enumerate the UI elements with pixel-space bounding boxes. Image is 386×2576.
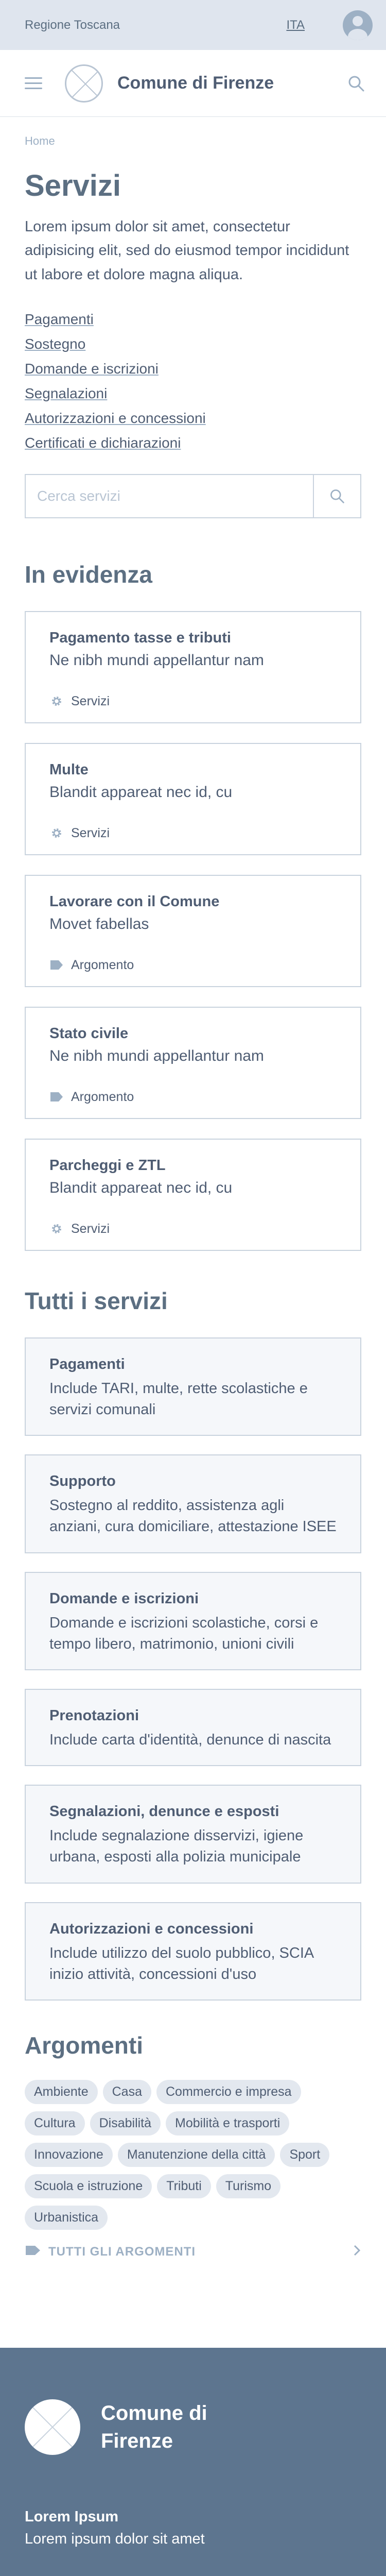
- footer-logo-icon: [25, 2399, 80, 2455]
- search-icon[interactable]: [347, 74, 365, 93]
- gear-icon: [49, 826, 64, 840]
- chevron-right-icon: [353, 2244, 361, 2260]
- avatar-body: [348, 29, 367, 40]
- evidenza-cards: [0, 588, 386, 1251]
- card-category[interactable]: [49, 958, 337, 973]
- topic-chip[interactable]: Urbanistica: [25, 2206, 108, 2230]
- tag-icon: [49, 958, 64, 972]
- footer-site-name: Comune di Firenze: [101, 2401, 207, 2452]
- evidenza-section: [0, 561, 386, 1251]
- card-title[interactable]: Parcheggi e ZTL: [49, 1157, 166, 1174]
- topic-chip[interactable]: Disabilità: [90, 2111, 161, 2136]
- tag-icon: [25, 2245, 41, 2260]
- evidenza-title: In evidenza: [25, 561, 152, 588]
- service-card[interactable]: [25, 1689, 361, 1766]
- topic-chip[interactable]: Scuola e istruzione: [25, 2174, 152, 2198]
- quick-link-segnalazioni[interactable]: Segnalazioni: [25, 385, 108, 401]
- site-title[interactable]: Comune di Firenze: [117, 73, 274, 93]
- card-title[interactable]: Multe: [49, 761, 89, 778]
- gear-icon: [49, 694, 64, 708]
- tutti-servizi-section: [0, 1287, 386, 2001]
- breadcrumb: [0, 117, 386, 148]
- topic-chip[interactable]: Turismo: [216, 2174, 280, 2198]
- service-text: Domande e iscrizioni scolastiche, corsi e tempo libero, matrimonio, unioni civili: [49, 1614, 319, 1652]
- service-card[interactable]: [25, 1572, 361, 1670]
- card-title[interactable]: Stato civile: [49, 1025, 129, 1042]
- evidenza-card[interactable]: [25, 875, 361, 987]
- service-text: Include segnalazione disservizi, igiene urbana, esposti alla polizia municipale: [49, 1827, 304, 1866]
- topic-chip[interactable]: Ambiente: [25, 2080, 98, 2104]
- service-title[interactable]: Supporto: [49, 1473, 116, 1490]
- service-text: Sostegno al reddito, assistenza agli anziani, cura domiciliare, attestazione ISEE: [49, 1497, 337, 1535]
- logo-icon[interactable]: [65, 64, 103, 103]
- footer-block-text: Lorem ipsum dolor sit amet: [25, 2530, 205, 2547]
- service-title[interactable]: Pagamenti: [49, 1355, 125, 1372]
- card-category[interactable]: [49, 1090, 337, 1105]
- menu-icon[interactable]: [25, 77, 42, 89]
- quick-link-certificati[interactable]: Certificati e dichiarazioni: [25, 434, 181, 451]
- service-title[interactable]: Prenotazioni: [49, 1707, 139, 1724]
- topic-chips: [0, 2059, 386, 2230]
- topic-chip[interactable]: Innovazione: [25, 2143, 113, 2167]
- service-title[interactable]: Segnalazioni, denunce e esposti: [49, 1803, 279, 1820]
- footer-brand[interactable]: [25, 2399, 361, 2455]
- card-text: Blandit appareat nec id, cu: [49, 1179, 233, 1196]
- card-category-label: Servizi: [71, 693, 110, 708]
- footer-block-title: Lorem Ipsum: [25, 2508, 119, 2525]
- service-title[interactable]: Domande e iscrizioni: [49, 1590, 199, 1607]
- quick-link-autorizzazioni[interactable]: Autorizzazioni e concessioni: [25, 410, 206, 426]
- search-icon: [329, 488, 345, 504]
- service-list: [0, 1315, 386, 2001]
- card-title[interactable]: Pagamento tasse e tributi: [49, 629, 231, 646]
- argomenti-section: [0, 2031, 386, 2260]
- card-text: Blandit appareat nec id, cu: [49, 783, 233, 801]
- topic-chip[interactable]: Mobilità e trasporti: [166, 2111, 289, 2136]
- service-card[interactable]: [25, 1454, 361, 1553]
- evidenza-card[interactable]: [25, 611, 361, 723]
- topic-chip[interactable]: Sport: [280, 2143, 329, 2167]
- card-text: Movet fabellas: [49, 915, 149, 933]
- service-text: Include utilizzo del suolo pubblico, SCIA inizio attività, concessioni d'uso: [49, 1944, 313, 1982]
- top-bar: [0, 0, 386, 50]
- avatar-head: [353, 16, 363, 26]
- card-category-label: Argomento: [71, 957, 134, 972]
- all-topics-label: TUTTI GLI ARGOMENTI: [48, 2245, 196, 2259]
- topbar-actions: [286, 10, 373, 40]
- tag-icon: [49, 1090, 64, 1104]
- page-title: Servizi: [25, 169, 121, 202]
- region-label[interactable]: Regione Toscana: [25, 18, 120, 32]
- topic-chip[interactable]: Tributi: [157, 2174, 211, 2198]
- evidenza-card[interactable]: [25, 1007, 361, 1119]
- evidenza-card[interactable]: [25, 1139, 361, 1251]
- all-topics-link[interactable]: [0, 2230, 386, 2260]
- quick-link-pagamenti[interactable]: Pagamenti: [25, 311, 94, 327]
- card-title[interactable]: Lavorare con il Comune: [49, 893, 220, 910]
- service-card[interactable]: [25, 1785, 361, 1883]
- service-text: Include carta d'identità, denunce di nascita: [49, 1732, 331, 1748]
- card-category-label: Servizi: [71, 825, 110, 840]
- quick-link-sostegno[interactable]: Sostegno: [25, 335, 86, 352]
- breadcrumb-home[interactable]: Home: [25, 134, 55, 147]
- site-footer: [0, 2348, 386, 2576]
- service-title[interactable]: Autorizzazioni e concessioni: [49, 1920, 254, 1937]
- argomenti-title: Argomenti: [25, 2031, 143, 2059]
- topic-chip[interactable]: Manutenzione della città: [118, 2143, 275, 2167]
- card-category[interactable]: [49, 826, 337, 841]
- card-category[interactable]: [49, 694, 337, 709]
- topic-chip[interactable]: Casa: [103, 2080, 151, 2104]
- page-description: Lorem ipsum dolor sit amet, consectetur adipisicing elit, sed do eiusmod tempor incididunt ut labore et dolore magna aliqua.: [25, 218, 349, 283]
- search-input[interactable]: [26, 475, 313, 517]
- quick-links: [25, 307, 361, 455]
- language-selector[interactable]: ITA: [286, 18, 305, 32]
- search-box: [25, 474, 361, 518]
- user-avatar-icon[interactable]: [343, 10, 373, 40]
- service-card[interactable]: [25, 1902, 361, 2001]
- service-text: Include TARI, multe, rette scolastiche e servizi comunali: [49, 1380, 308, 1418]
- tutti-servizi-title: Tutti i servizi: [25, 1287, 168, 1314]
- site-header: [0, 50, 386, 117]
- card-category-label: Argomento: [71, 1089, 134, 1104]
- card-text: Ne nibh mundi appellantur nam: [49, 651, 264, 669]
- intro-section: [0, 148, 386, 455]
- card-text: Ne nibh mundi appellantur nam: [49, 1047, 264, 1064]
- footer-block: [25, 2509, 361, 2548]
- topic-chip[interactable]: Commercio e impresa: [156, 2080, 301, 2104]
- card-category-label: Servizi: [71, 1221, 110, 1236]
- gear-icon: [49, 1222, 64, 1236]
- evidenza-card[interactable]: [25, 743, 361, 855]
- card-category[interactable]: [49, 1222, 337, 1236]
- search-button[interactable]: [313, 475, 360, 517]
- topic-chip[interactable]: Cultura: [25, 2111, 85, 2136]
- service-card[interactable]: [25, 1337, 361, 1436]
- quick-link-domande[interactable]: Domande e iscrizioni: [25, 360, 159, 377]
